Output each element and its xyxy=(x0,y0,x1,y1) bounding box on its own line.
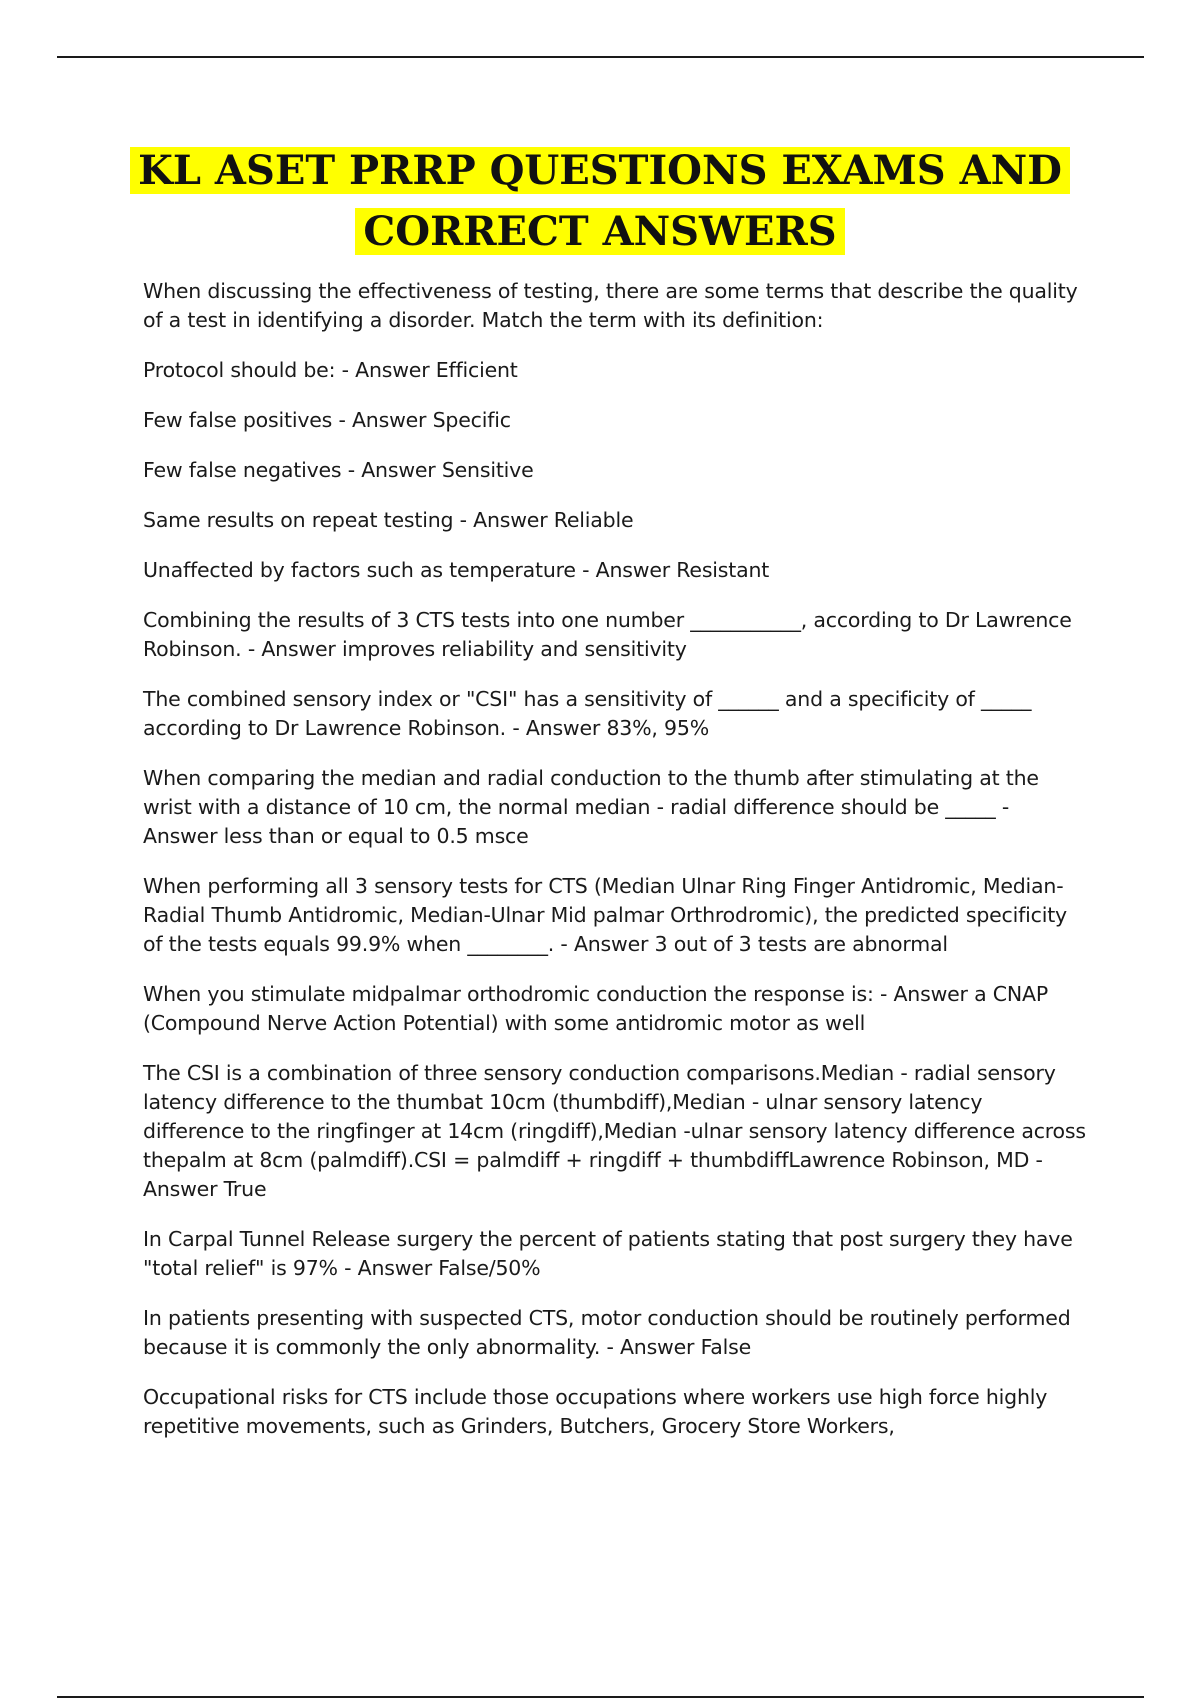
qa-item: The combined sensory index or "CSI" has a sensitivity of ______ and a specificity of _____ according to Dr Lawrence Robinson. - Answer 83%, 95% xyxy=(143,687,1032,740)
title-highlight-2: CORRECT ANSWERS xyxy=(355,208,844,255)
bottom-rule xyxy=(57,1696,1144,1698)
title-line-1 xyxy=(0,140,1200,201)
qa-item: In Carpal Tunnel Release surgery the percent of patients stating that post surgery they have "total relief" is 97% - Answer False/50% xyxy=(143,1227,1073,1280)
qa-item: Combining the results of 3 CTS tests into one number ___________, according to Dr Lawrence Robinson. - Answer improves reliability and sensitivity xyxy=(143,608,1072,661)
qa-item: Occupational risks for CTS include those occupations where workers use high force highly repetitive movements, such as Grinders, Butchers, Grocery Store Workers, xyxy=(143,1385,1048,1438)
qa-item: Protocol should be: - Answer Efficient xyxy=(143,358,518,382)
qa-item: Few false negatives - Answer Sensitive xyxy=(143,458,534,482)
qa-item: When you stimulate midpalmar orthodromic conduction the response is: - Answer a CNAP (Compound Nerve Action Potential) with some antidromic motor as well xyxy=(143,982,1049,1035)
title-line-2 xyxy=(0,201,1200,262)
qa-item: Unaffected by factors such as temperature - Answer Resistant xyxy=(143,558,770,582)
title-highlight-1: KL ASET PRRP QUESTIONS EXAMS AND xyxy=(130,147,1070,194)
qa-item: When comparing the median and radial conduction to the thumb after stimulating at the wrist with a distance of 10 cm, the normal median - radial difference should be _____ - Answer less than or equal to 0.5 msce xyxy=(143,766,1039,848)
document-body xyxy=(143,277,1088,1462)
intro-question: When discussing the effectiveness of testing, there are some terms that describe the quality of a test in identifying a disorder. Match the term with its definition: xyxy=(143,279,1078,332)
qa-item: Same results on repeat testing - Answer Reliable xyxy=(143,508,634,532)
top-rule xyxy=(57,56,1144,58)
qa-item: The CSI is a combination of three sensory conduction comparisons.Median - radial sensory latency difference to the thumbat 10cm (thumbdiff),Median - ulnar sensory latency difference to the ringfinger at 14cm (ringdiff),Median -ulnar sensory latency difference across thepalm at 8cm (palmdiff).CSI = palmdiff + ringdiff + thumbdiffLawrence Robinson, MD - Answer True xyxy=(143,1061,1086,1201)
qa-item: When performing all 3 sensory tests for CTS (Median Ulnar Ring Finger Antidromic, Median-Radial Thumb Antidromic, Median-Ulnar Mid palmar Orthrodromic), the predicted specificity of the tests equals 99.9% when ________. - Answer 3 out of 3 tests are abnormal xyxy=(143,874,1067,956)
qa-item: Few false positives - Answer Specific xyxy=(143,408,511,432)
document-title xyxy=(0,140,1200,262)
qa-item: In patients presenting with suspected CTS, motor conduction should be routinely performed because it is commonly the only abnormality. - Answer False xyxy=(143,1306,1071,1359)
